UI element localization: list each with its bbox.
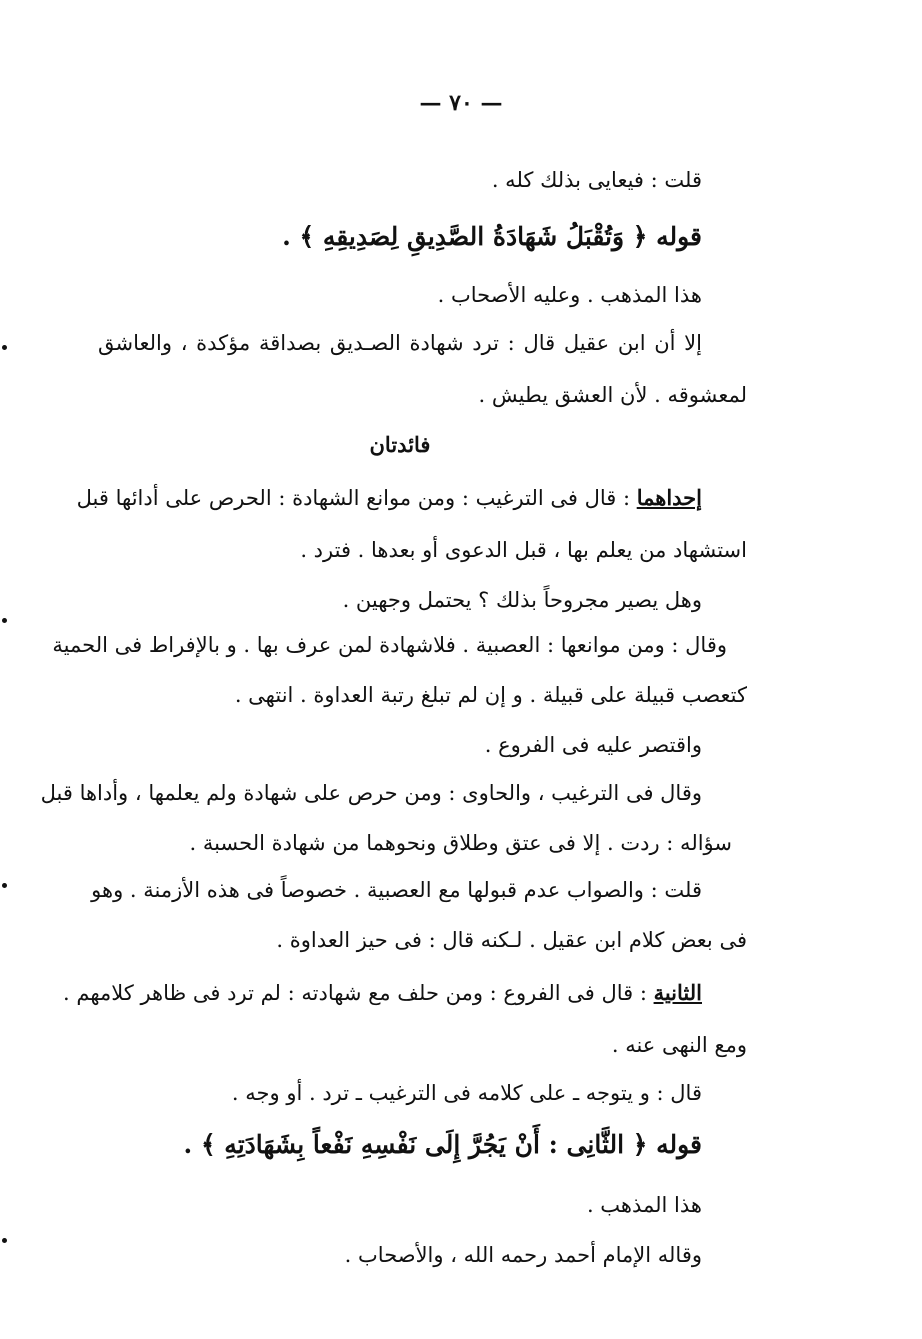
item-text: : قال فى الفروع : ومن حلف مع شهادته : لم ترد فى ظاهر كلامهم . <box>63 981 654 1005</box>
section-heading: فائدتان <box>369 432 431 457</box>
text-line: هذا المذهب . وعليه الأصحاب . <box>437 283 702 307</box>
text-line: قلت : فيعايى بذلك كله . <box>491 168 702 192</box>
text-line: سؤاله : ردت . إلا فى عتق وطلاق ونحوهما من شهادة الحسبة . <box>189 831 732 855</box>
text-line: لمعشوقه . لأن العشق يطيش . <box>478 383 747 407</box>
text-line: ومع النهى عنه . <box>611 1033 747 1057</box>
item-label: إحداهما <box>636 485 702 510</box>
text-line: استشهاد من يعلم بها ، قبل الدعوى أو بعدها . فترد . <box>300 538 747 562</box>
text-line: وهل يصير مجروحاً بذلك ؟ يحتمل وجهين . <box>342 588 702 612</box>
item-text: : قال فى الترغيب : ومن موانع الشهادة : الحرص على أدائها قبل <box>76 486 637 510</box>
margin-mark <box>2 345 7 350</box>
text-line: إلا أن ابن عقيل قال : ترد شهادة الصـديق بصداقة مؤكدة ، والعاشق <box>98 331 702 355</box>
text-line: وقاله الإمام أحمد رحمه الله ، والأصحاب . <box>344 1243 702 1267</box>
margin-mark <box>2 883 7 888</box>
margin-mark <box>2 1238 7 1243</box>
quoted-line: قوله ﴿ الثَّانِى : أَنْ يَجُرَّ إِلَى نَفْسِهِ نَفْعاً بِشَهَادَتِهِ ﴾ . <box>183 1130 702 1159</box>
item-label: الثانية <box>653 980 702 1005</box>
text-line: وقال : ومن موانعها : العصبية . فلاشهادة لمن عرف بها . و بالإفراط فى الحمية <box>52 633 727 657</box>
quoted-line: قوله ﴿ وَتُقْبَلُ شَهَادَةُ الصَّدِيقِ لِصَدِيقِهِ ﴾ . <box>282 222 702 251</box>
text-line <box>76 483 702 513</box>
margin-mark <box>2 618 7 623</box>
text-line: قلت : والصواب عدم قبولها مع العصبية . خصوصاً فى هذه الأزمنة . وهو <box>91 878 702 902</box>
text-line: وقال فى الترغيب ، والحاوى : ومن حرص على شهادة ولم يعلمها ، وأداها قبل <box>40 781 702 805</box>
text-line: فى بعض كلام ابن عقيل . لـكنه قال : فى حيز العداوة . <box>276 928 747 952</box>
text-line: هذا المذهب . <box>586 1193 702 1217</box>
text-line: قال : و يتوجه ـ على كلامه فى الترغيب ـ ترد . أو وجه . <box>231 1081 702 1105</box>
text-line <box>63 978 702 1008</box>
page-number: — ٧٠ — <box>419 90 503 116</box>
text-line: كتعصب قبيلة على قبيلة . و إن لم تبلغ رتبة العداوة . انتهى . <box>234 683 747 707</box>
text-line: واقتصر عليه فى الفروع . <box>484 733 702 757</box>
